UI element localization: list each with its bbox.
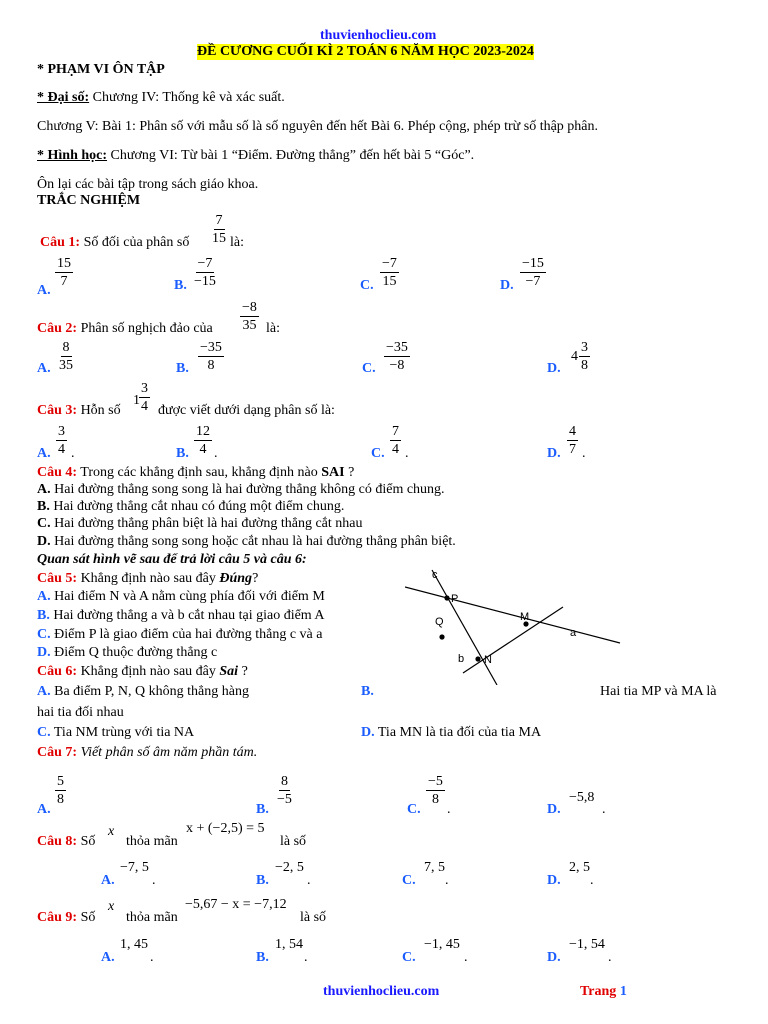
q3-text: Hỗn số: [77, 403, 121, 418]
q9-stem: [37, 910, 95, 926]
q4-opt-a[interactable]: [37, 482, 445, 498]
q2-opt-d-num: 3: [581, 340, 588, 355]
q2-opt-b-fraction[interactable]: [198, 340, 224, 373]
q3-opt-a-letter[interactable]: A.: [37, 446, 51, 461]
q1-opt-c-fraction[interactable]: [380, 256, 399, 289]
q1-opt-a-num: 15: [57, 256, 71, 271]
q2-frac-num: −8: [242, 300, 257, 315]
q9-mid: thỏa mãn: [126, 910, 178, 925]
q7-opt-d-dot: .: [602, 802, 606, 817]
q2-opt-b-num: −35: [200, 340, 222, 355]
q5-end: ?: [252, 571, 259, 586]
q5-opt-c-text: Điểm P là giao điểm của hai đường thẳng c và a: [50, 627, 323, 642]
q4-opt-b-text: Hai đường thẳng cắt nhau có đúng một điểm chung.: [49, 499, 345, 514]
q6-opt-b-letter[interactable]: B.: [361, 684, 374, 699]
q3-opt-b-den: 4: [199, 442, 207, 457]
q3-opt-a-num: 3: [58, 424, 65, 439]
label-p: P: [451, 593, 459, 605]
q9-var: x: [108, 899, 115, 914]
q1-text: Số đối của phân số: [80, 235, 190, 250]
q6-opt-b-wrap[interactable]: hai tia đối nhau: [37, 705, 124, 720]
q5-stem: [37, 571, 258, 587]
q4-text: Trong các khẳng định sau, khẳng định nào: [77, 465, 322, 480]
q5-opt-d-letter: D.: [37, 645, 51, 660]
q8-opt-b-value[interactable]: −2, 5: [275, 860, 304, 875]
q2-frac-den: 35: [242, 318, 257, 333]
q3-opt-b-num: 12: [196, 424, 210, 439]
q9-opt-a-value[interactable]: 1, 45: [120, 937, 148, 952]
q9-label: Câu 9:: [37, 910, 78, 925]
q3-frac-den: 4: [141, 399, 148, 414]
q3-after: được viết dưới dạng phân số là:: [158, 403, 335, 418]
q3-whole: 1: [133, 393, 140, 408]
q1-opt-d-den: −7: [525, 274, 541, 289]
q9-opt-b-letter[interactable]: B.: [256, 950, 269, 965]
q8-label: Câu 8:: [37, 834, 78, 849]
q6-opt-d[interactable]: [361, 725, 541, 741]
q8-opt-b-dot: .: [307, 873, 311, 888]
q3-label: Câu 3:: [37, 403, 78, 418]
q7-opt-c-num: −5: [428, 774, 443, 789]
q3-opt-c-den: 4: [392, 442, 399, 457]
q6-emph: Sai: [219, 664, 239, 679]
q8-opt-c-letter[interactable]: C.: [402, 873, 416, 888]
geometry-text: Chương VI: Từ bài 1 “Điểm. Đường thẳng” đến hết bài 5 “Góc”.: [107, 148, 475, 163]
q5-opt-c-letter: C.: [37, 627, 51, 642]
line-a: [405, 587, 620, 643]
q2-opt-c-den: −8: [389, 358, 405, 373]
q9-opt-d-dot: .: [608, 950, 612, 965]
q4-opt-b[interactable]: [37, 499, 344, 515]
q6-opt-a[interactable]: [37, 684, 249, 700]
q3-opt-a-den: 4: [58, 442, 65, 457]
q2-opt-b-letter[interactable]: B.: [176, 361, 189, 376]
q1-label: Câu 1:: [40, 235, 81, 250]
q6-opt-a-text: Ba điểm P, N, Q không thẳng hàng: [50, 684, 249, 699]
q1-opt-a-fraction[interactable]: [55, 256, 73, 289]
geometry-label: * Hình học:: [37, 148, 108, 163]
q4-opt-d-letter: D.: [37, 534, 51, 549]
document-title: ĐỀ CƯƠNG CUỐI KÌ 2 TOÁN 6 NĂM HỌC 2023-2024: [197, 44, 534, 59]
q5-opt-a-letter: A.: [37, 589, 51, 604]
q1-fraction: [210, 213, 228, 246]
q1-opt-b-num: −7: [197, 256, 213, 271]
q1-opt-d-letter[interactable]: D.: [500, 278, 514, 293]
q7-opt-d-value[interactable]: −5,8: [569, 790, 595, 805]
q4-opt-c[interactable]: [37, 516, 362, 532]
q2-opt-d-letter[interactable]: D.: [547, 361, 561, 376]
label-n: N: [484, 654, 492, 666]
q5-text: Khẳng định nào sau đây: [77, 571, 220, 586]
q8-opt-a-dot: .: [152, 873, 156, 888]
label-m: M: [520, 611, 530, 623]
q8-text: Số: [77, 834, 96, 849]
q9-opt-d-letter[interactable]: D.: [547, 950, 561, 965]
q1-stem: [40, 235, 189, 251]
q9-opt-a-letter[interactable]: A.: [101, 950, 115, 965]
q2-opt-a-num: 8: [62, 340, 70, 355]
q6-opt-a-letter: A.: [37, 684, 51, 699]
q5-opt-b-letter: B.: [37, 608, 50, 623]
q3-opt-b-letter[interactable]: B.: [176, 446, 189, 461]
q4-end: ?: [344, 465, 355, 480]
q2-text: Phân số nghịch đảo của: [77, 321, 213, 336]
point-n-dot: [475, 656, 480, 661]
q5-opt-a[interactable]: [37, 589, 325, 605]
q7-opt-a-fraction[interactable]: [55, 774, 66, 807]
q2-fraction: [240, 300, 259, 333]
q1-opt-c-den: 15: [382, 274, 397, 289]
q7-opt-c-letter[interactable]: C.: [407, 802, 421, 817]
q4-opt-d-text: Hai đường thẳng song song hoặc cắt nhau là hai đường thẳng phân biệt.: [50, 534, 456, 549]
q7-stem: [37, 745, 257, 761]
site-header[interactable]: thuvienhoclieu.com: [320, 28, 437, 43]
q3-opt-d-letter[interactable]: D.: [547, 446, 561, 461]
q3-opt-d-fraction[interactable]: [567, 424, 578, 457]
q3-fraction: [139, 381, 150, 414]
q7-opt-c-dot: .: [447, 802, 451, 817]
q1-frac-num: 7: [215, 213, 223, 228]
q9-text: Số: [77, 910, 96, 925]
q1-opt-d-num: −15: [522, 256, 544, 271]
algebra-line: [37, 90, 285, 106]
q7-opt-d-letter[interactable]: D.: [547, 802, 561, 817]
q2-stem: [37, 321, 213, 337]
q3-stem: [37, 403, 121, 419]
q7-opt-a-letter[interactable]: A.: [37, 802, 51, 817]
q1-opt-a-den: 7: [60, 274, 68, 289]
q8-stem: [37, 834, 95, 850]
q9-opt-a-dot: .: [150, 950, 154, 965]
q8-opt-b-letter[interactable]: B.: [256, 873, 269, 888]
q4-emph: SAI: [321, 465, 345, 480]
page-indicator: [580, 984, 627, 1000]
q7-opt-c-fraction[interactable]: [426, 774, 445, 807]
q3-opt-d-num: 4: [569, 424, 576, 439]
q7-opt-b-num: 8: [280, 774, 288, 789]
q2-opt-a-letter[interactable]: A.: [37, 361, 51, 376]
q8-opt-d-dot: .: [590, 873, 594, 888]
q8-opt-c-dot: .: [445, 873, 449, 888]
q8-mid: thỏa mãn: [126, 834, 178, 849]
q8-after: là số: [280, 834, 307, 849]
q8-opt-a-value[interactable]: −7, 5: [120, 860, 149, 875]
q5-opt-c[interactable]: [37, 627, 322, 643]
q4-opt-a-text: Hai đường thẳng song song là hai đường thẳng không có điểm chung.: [50, 482, 445, 497]
q4-opt-a-letter: A.: [37, 482, 51, 497]
q3-opt-d-den: 7: [569, 442, 576, 457]
q6-opt-b-text[interactable]: Hai tia MP và MA là: [600, 684, 717, 699]
q6-opt-d-text: Tia MN là tia đối của tia MA: [374, 725, 542, 740]
q4-opt-c-text: Hai đường thẳng phân biệt là hai đường thẳng cắt nhau: [50, 516, 363, 531]
q1-opt-b-letter[interactable]: B.: [174, 278, 187, 293]
q5-opt-d[interactable]: [37, 645, 217, 661]
line-b: [463, 607, 563, 673]
q2-opt-c-num: −35: [386, 340, 408, 355]
q7-opt-b-den: −5: [277, 792, 292, 807]
q8-opt-d-value[interactable]: 2, 5: [569, 860, 590, 875]
q3-opt-b-fraction[interactable]: [194, 424, 212, 457]
q2-opt-d-whole[interactable]: 4: [571, 349, 578, 364]
q2-after: là:: [266, 321, 280, 336]
q9-equation: −5,67 − x = −7,12: [185, 897, 287, 912]
q6-end: ?: [238, 664, 248, 679]
label-a: a: [570, 627, 577, 639]
q6-text: Khẳng định nào sau đây: [77, 664, 220, 679]
q6-stem: [37, 664, 248, 680]
q8-opt-d-letter[interactable]: D.: [547, 873, 561, 888]
geometry-figure: [405, 565, 625, 685]
q4-opt-b-letter: B.: [37, 499, 50, 514]
footer-site[interactable]: thuvienhoclieu.com: [323, 984, 440, 999]
q3-opt-c-letter[interactable]: C.: [371, 446, 385, 461]
q2-opt-b-den: 8: [207, 358, 215, 373]
q9-opt-b-value[interactable]: 1, 54: [275, 937, 303, 952]
q2-opt-a-den: 35: [59, 358, 73, 373]
q9-opt-b-dot: .: [304, 950, 308, 965]
q7-text: Viết phân số âm năm phần tám.: [77, 745, 258, 760]
q5-emph: Đúng: [219, 571, 253, 586]
review-line: Ôn lại các bài tập trong sách giáo khoa.: [37, 177, 259, 192]
q5-label: Câu 5:: [37, 571, 78, 586]
q1-opt-c-num: −7: [382, 256, 397, 271]
section-title: TRẮC NGHIỆM: [37, 193, 141, 208]
q1-opt-b-den: −15: [194, 274, 216, 289]
q7-opt-a-den: 8: [57, 792, 64, 807]
label-b: b: [458, 653, 465, 665]
q9-opt-d-value[interactable]: −1, 54: [569, 937, 605, 952]
q4-opt-d[interactable]: [37, 534, 456, 550]
q6-opt-c[interactable]: [37, 725, 194, 741]
q5-opt-d-text: Điểm Q thuộc đường thẳng c: [50, 645, 218, 660]
point-q-dot: [439, 634, 444, 639]
q3-opt-a-fraction[interactable]: [56, 424, 67, 457]
q2-opt-d-fraction[interactable]: [579, 340, 590, 373]
q3-opt-c-num: 7: [392, 424, 399, 439]
q8-equation: x + (−2,5) = 5: [186, 821, 265, 836]
q9-opt-c-dot: .: [464, 950, 468, 965]
q2-opt-d-den: 8: [581, 358, 588, 373]
q8-opt-a-letter[interactable]: A.: [101, 873, 115, 888]
q8-opt-c-value[interactable]: 7, 5: [424, 860, 445, 875]
q4-stem: [37, 465, 354, 481]
label-c: c: [432, 569, 438, 581]
q2-opt-a-fraction[interactable]: [57, 340, 75, 373]
q1-opt-b-fraction[interactable]: [192, 256, 218, 289]
q9-after: là số: [300, 910, 327, 925]
q7-opt-c-den: 8: [431, 792, 439, 807]
algebra-label: * Đại số:: [37, 90, 90, 105]
q6-opt-c-letter: C.: [37, 725, 51, 740]
q7-label: Câu 7:: [37, 745, 78, 760]
q6-label: Câu 6:: [37, 664, 78, 679]
algebra-text: Chương IV: Thống kê và xác suất.: [89, 90, 285, 105]
q1-after: là:: [230, 235, 244, 250]
q2-label: Câu 2:: [37, 321, 78, 336]
q5-opt-b-text: Hai đường thẳng a và b cắt nhau tại giao điểm A: [49, 608, 325, 623]
scope-heading: * PHẠM VI ÔN TẬP: [37, 62, 165, 77]
q5-opt-b[interactable]: [37, 608, 325, 624]
page-number: 1: [619, 984, 627, 999]
q2-opt-c-letter[interactable]: C.: [362, 361, 376, 376]
label-q: Q: [435, 616, 444, 628]
q9-opt-c-letter[interactable]: C.: [402, 950, 416, 965]
q1-opt-a-letter[interactable]: A.: [37, 283, 51, 298]
q7-opt-b-letter[interactable]: B.: [256, 802, 269, 817]
q1-opt-c-letter[interactable]: C.: [360, 278, 374, 293]
q3-opt-c-fraction[interactable]: [390, 424, 401, 457]
chapter5-line: Chương V: Bài 1: Phân số với mẫu số là số nguyên đến hết Bài 6. Phép cộng, phép trừ số thập phân.: [37, 119, 599, 134]
q7-opt-a-num: 5: [57, 774, 64, 789]
q2-opt-c-fraction[interactable]: [384, 340, 410, 373]
q6-opt-c-text: Tia NM trùng với tia NA: [50, 725, 195, 740]
q7-opt-b-fraction[interactable]: [275, 774, 294, 807]
q3-frac-num: 3: [141, 381, 148, 396]
q1-opt-d-fraction[interactable]: [520, 256, 546, 289]
q9-opt-c-value[interactable]: −1, 45: [424, 937, 460, 952]
q5-opt-a-text: Hai điểm N và A nằm cùng phía đối với điểm M: [50, 589, 325, 604]
q6-opt-d-letter: D.: [361, 725, 375, 740]
geometry-line: [37, 148, 474, 164]
page-label: Trang: [580, 984, 617, 999]
q1-frac-den: 15: [212, 231, 226, 246]
q4-opt-c-letter: C.: [37, 516, 51, 531]
q8-var: x: [108, 824, 115, 839]
q4-label: Câu 4:: [37, 465, 78, 480]
point-p-dot: [444, 595, 449, 600]
observe-instruction: Quan sát hình vẽ sau để trả lời câu 5 và câu 6:: [37, 552, 307, 567]
